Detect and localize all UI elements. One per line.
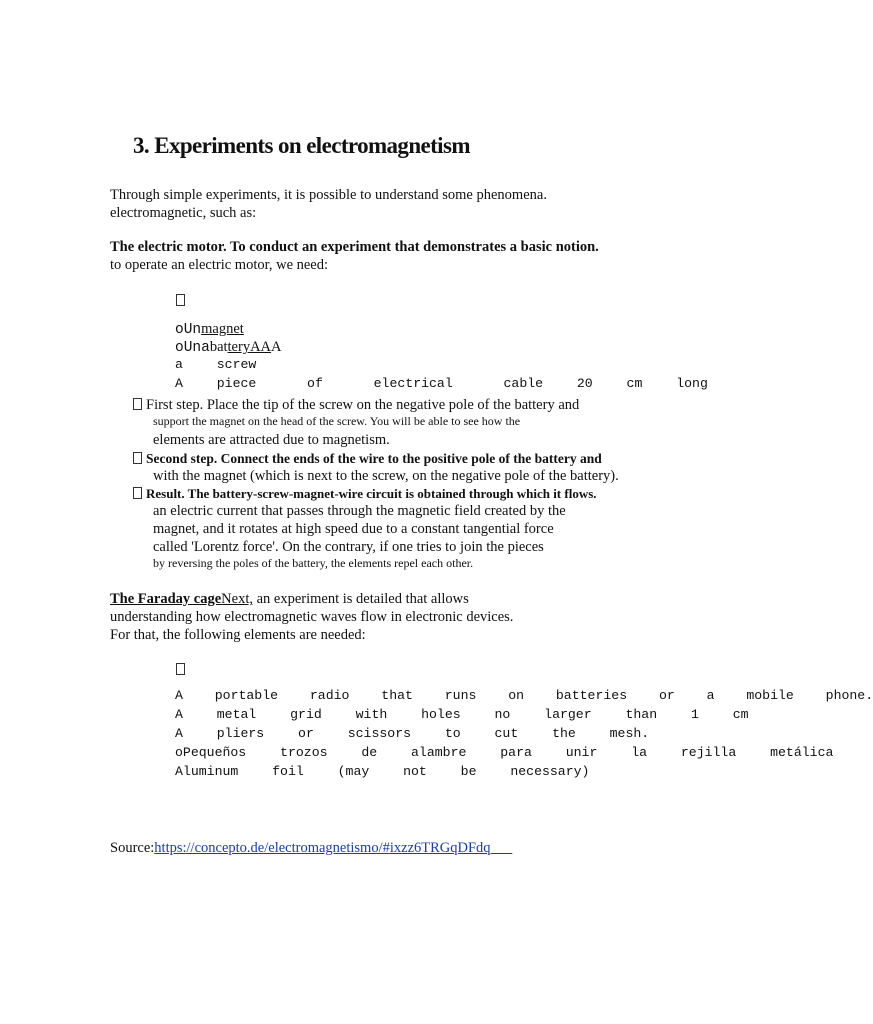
missing-glyph-icon: [176, 661, 189, 679]
source-link[interactable]: https://concepto.de/electromagnetismo/#ixzz6TRGqDFdq: [154, 840, 491, 856]
intro-line-2: electromagnetic, such as:: [110, 205, 257, 221]
material-screw: a screw: [175, 357, 257, 372]
step1-text: First step. Place the tip of the screw on the negative pole of the battery and: [146, 397, 580, 413]
source-link-trailing[interactable]: [491, 840, 513, 856]
faraday-heading: The Faraday cage: [110, 591, 222, 607]
step1-line-1: [133, 396, 579, 414]
faraday-material-grid: A metal grid with holes no larger than 1 cm: [175, 707, 749, 722]
material-mid: bat: [209, 339, 228, 355]
source-label: Source:: [110, 840, 155, 856]
bullet-glyph-icon: [133, 452, 142, 464]
result-text: Result. The battery-screw-magnet-wire circuit is obtained through which it flows.: [146, 486, 597, 501]
result-line-2: an electric current that passes through the magnetic field created by the: [153, 503, 566, 519]
faraday-material-pliers: A pliers or scissors to cut the mesh.: [175, 726, 650, 741]
faraday-material-wires: oPequeños trozos de alambre para unir la rejilla metálica: [175, 745, 834, 760]
material-underlined: teryAA: [227, 339, 272, 355]
material-cable: A piece of electrical cable 20 cm long: [175, 376, 708, 391]
intro-line-1: Through simple experiments, it is possible to understand some phenomena.: [110, 187, 547, 203]
step2-line-2: with the magnet (which is next to the screw, on the negative pole of the battery).: [153, 468, 619, 484]
material-magnet: [175, 320, 244, 339]
faraday-material-foil: Aluminum foil (may not be necessary): [175, 764, 590, 779]
faraday-line1-rest: an experiment is detailed that allows: [252, 591, 469, 607]
faraday-line-3: For that, the following elements are needed:: [110, 627, 366, 643]
bullet-glyph-icon: [133, 487, 142, 499]
bullet-glyph-icon: [133, 398, 142, 410]
faraday-line-2: understanding how electromagnetic waves flow in electronic devices.: [110, 609, 514, 625]
result-line-4: called 'Lorentz force'. On the contrary, if one tries to join the pieces: [153, 539, 544, 555]
motor-heading: The electric motor. To conduct an experiment that demonstrates a basic notion.: [110, 239, 599, 255]
step1-line-2: support the magnet on the head of the screw. You will be able to see how the: [153, 414, 521, 428]
result-line-3: magnet, and it rotates at high speed due to a constant tangential force: [153, 521, 554, 537]
faraday-line-1: [110, 590, 469, 608]
missing-glyph-icon: [176, 292, 189, 310]
faraday-next: Next,: [221, 591, 253, 607]
step1-line-3: elements are attracted due to magnetism.: [153, 432, 390, 448]
material-prefix: oUna: [175, 340, 210, 356]
result-line-1: [133, 485, 597, 503]
faraday-material-radio: A portable radio that runs on batteries or a mobile phone.: [175, 688, 873, 703]
motor-subline: to operate an electric motor, we need:: [110, 257, 329, 273]
material-battery: [175, 338, 282, 357]
source-line: [110, 839, 512, 857]
material-underlined: magnet: [201, 321, 244, 337]
result-line-5: by reversing the poles of the battery, the elements repel each other.: [153, 556, 474, 570]
step2-text: Second step. Connect the ends of the wire to the positive pole of the battery and: [146, 451, 602, 466]
page-title: 3. Experiments on electromagnetism: [133, 133, 470, 158]
step2-line-1: [133, 450, 602, 468]
material-suffix: A: [271, 339, 282, 355]
material-prefix: oUn: [175, 322, 202, 338]
